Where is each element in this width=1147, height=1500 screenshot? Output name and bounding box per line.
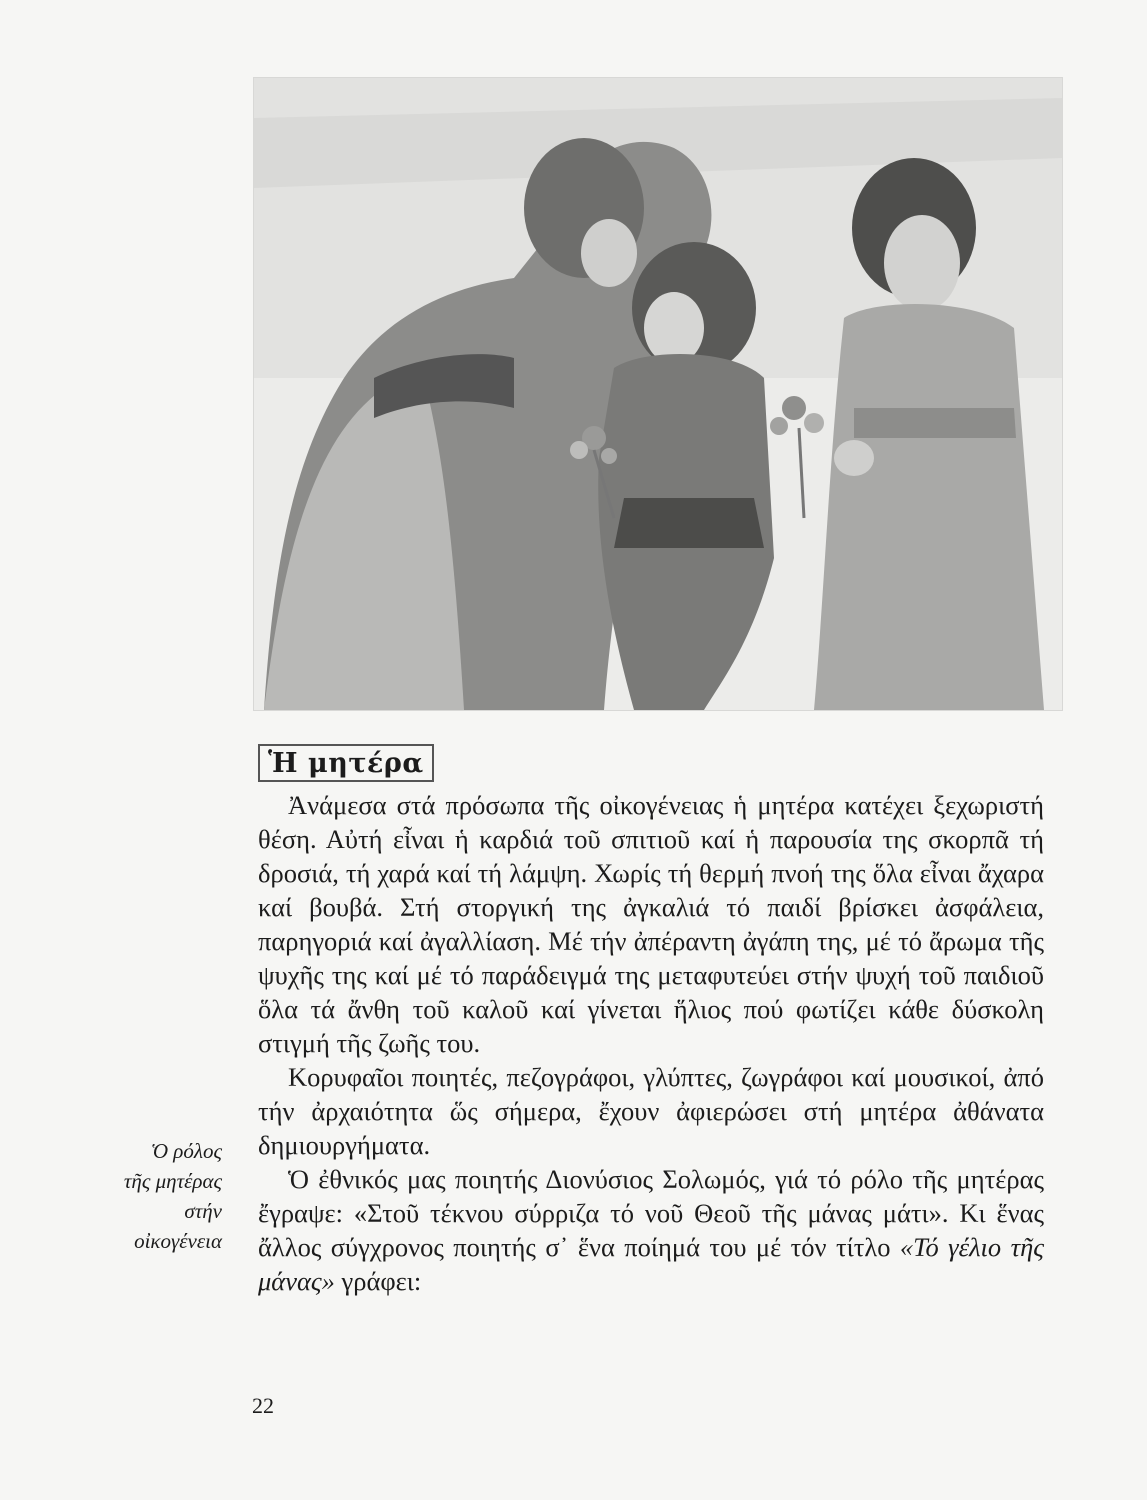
paragraph-2: Κορυφαῖοι ποιητές, πεζογράφοι, γλύπτες, ζωγράφοι καί μουσικοί, ἀπό τήν ἀρχαιότητα ὥς σήμερα, ἔχουν ἀφιερώσει στή μητέρα ἀθάνατα δημιουργήματα. [258,1062,1044,1160]
paragraph-3-start: Ὁ ἐθνικός μας ποιητής Διονύσιος Σολωμός, γιά τό ρόλο τῆς μητέρας ἔγραψε: «Στοῦ τέκνου σύρριζα τό νοῦ Θεοῦ τῆς μάνας μάτι». Κι ἕνας ἄλλος σύγχρονος ποιητής σ᾽ ἕνα ποίημά του μέ τόν τίτλο [258,1164,1044,1262]
margin-note-line: οἰκογένεια [134,1229,222,1253]
body-text [258,788,1044,1298]
paragraph-3 [258,1162,1044,1298]
section-heading: Ἡ μητέρα [268,747,424,779]
margin-note-line: τῆς μητέρας [123,1169,222,1193]
poem-title: «Τό γέλιο τῆς μάνας» [258,1232,1044,1296]
paragraph-1: Ἀνάμεσα στά πρόσωπα τῆς οἰκογένειας ἡ μητέρα κατέχει ξεχωριστή θέση. Αὐτή εἶναι ἡ καρδιά τοῦ σπιτιοῦ καί ἡ παρουσία της σκορπᾶ τή δροσιά, τή χαρά καί τή λάμψη. Χωρίς τή θερμή πνοή της ὅλα εἶναι ἄχαρα καί βουβά. Στή στοργική της ἀγκαλιά τό παιδί βρίσκει ἀσφάλεια, παρηγοριά καί ἀγαλλίαση. Μέ τήν ἀπέραντη ἀγάπη της, μέ τό ἄρωμα τῆς ψυχῆς της καί μέ τό παράδειγμά της μεταφυτεύει στήν ψυχή τοῦ παιδιοῦ ὅλα τά ἄνθη τοῦ καλοῦ καί γίνεται ἥλιος πού φωτίζει κάθε δύσκολη στιγμή τῆς ζωῆς του. [258,790,1044,1058]
page-number: 22 [252,1393,274,1418]
illustration-mother-kissing-child-icon [254,78,1062,710]
section-heading-box [258,744,434,782]
margin-note-line: στήν [184,1199,222,1223]
margin-note [92,1136,222,1256]
paragraph-3-end: γράφει: [334,1266,422,1296]
margin-note-line: Ὁ ρόλος [150,1139,222,1163]
illustration [254,78,1062,710]
